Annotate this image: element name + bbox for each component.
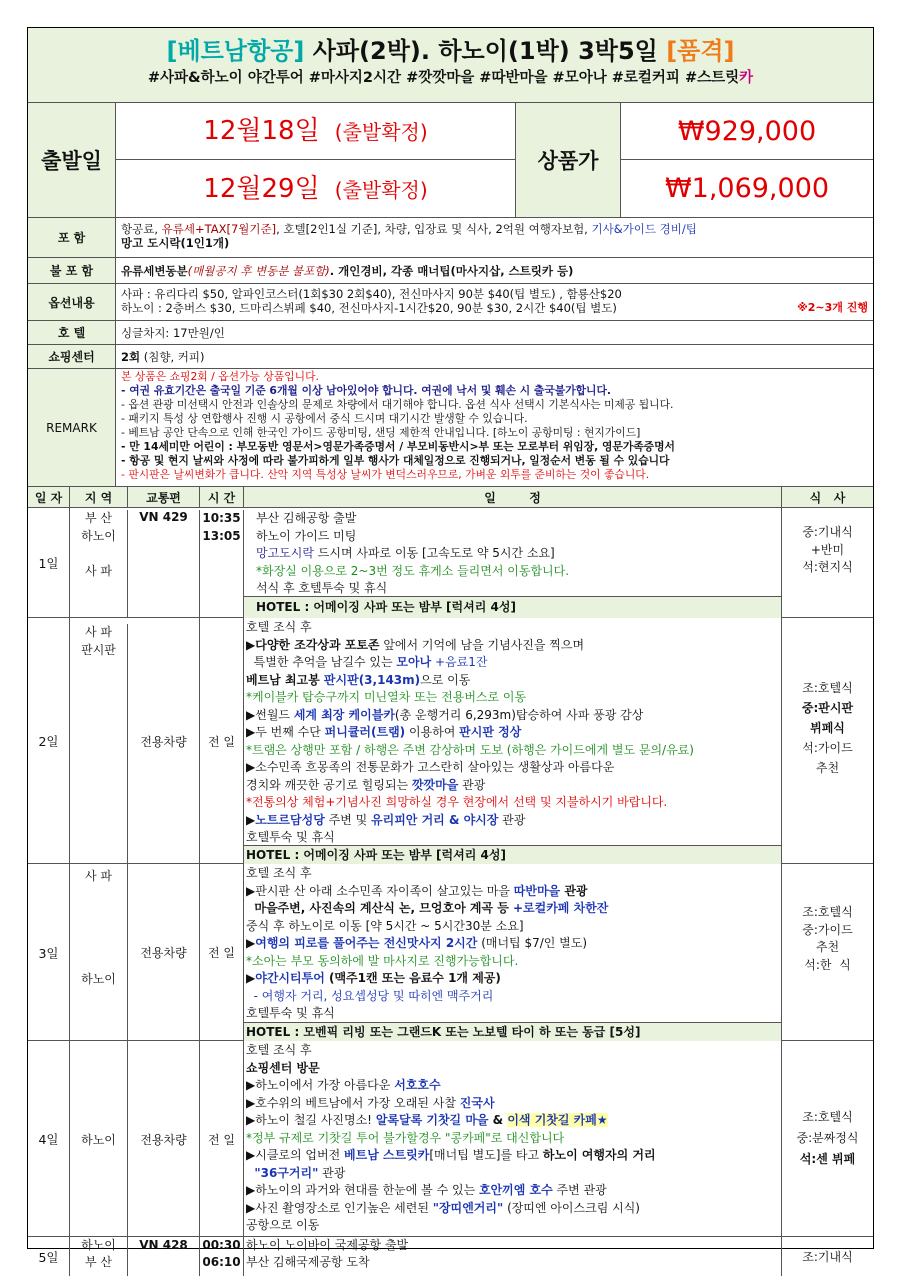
day5-line: 부산 김해국제공항 도착	[246, 1255, 370, 1269]
remark-label: REMARK	[28, 369, 116, 486]
header-time: 시 간	[200, 487, 244, 508]
fansipan: 판시판(3,143m)	[323, 672, 421, 687]
day2-transport: 전용차량	[128, 618, 200, 864]
price-1: ₩929,000	[621, 103, 873, 160]
day2-line: 관광	[498, 812, 526, 827]
day2-line: ▶썬월드	[246, 707, 294, 722]
night-city-tour: 야간시티투어	[255, 971, 325, 985]
day2-note: *트램은 상행만 포함 / 하행은 주변 감상하며 도보 (하행은 가이드에게 별도 문의/유료)	[246, 742, 694, 757]
day4-line: (장띠엔 아이스크림 시식)	[503, 1200, 640, 1215]
train-street: 알록달록 기찻길 마을	[375, 1113, 489, 1127]
day3-note: *소아는 부모 동의하에 발 마사지로 진행가능합니다.	[246, 953, 519, 968]
day5-schedule	[244, 1237, 782, 1276]
departure-date-1	[116, 103, 516, 160]
day2-line: (총 운행거리 6,293m)탑승하여 사파 풍광 감상	[394, 707, 644, 722]
day1-flight: VN 429	[128, 510, 200, 618]
shopping-content	[116, 345, 873, 368]
region-sapa: 사 파	[85, 625, 112, 639]
tran-quoc-pagoda: 진국사	[459, 1095, 495, 1110]
exclude-text-a: 유류세변동분	[121, 264, 188, 278]
funicular: 퍼니큘러(트램)	[324, 725, 406, 739]
day4-line: ▶하노이에서 가장 아름다운	[246, 1078, 395, 1092]
trang-tien-street: "장띠엔거리"	[432, 1200, 504, 1215]
day4-line: ▶하노이의 과거와 현대를 한눈에 볼 수 있는	[246, 1183, 479, 1197]
day3-line: 관광	[560, 883, 588, 898]
day2-line: 앞에서 기억에 남을 기념사진을 찍으며	[379, 637, 585, 652]
day2-time: 전 일	[200, 618, 244, 864]
day2-line: 호텔투숙 및 휴식	[246, 830, 335, 844]
day4-line: ▶시클로의 업버전	[246, 1148, 345, 1162]
date-1: 12월18일	[203, 116, 320, 146]
shopping-count: 2회	[121, 350, 141, 364]
remark-line-8: - 판시판은 날씨변화가 큽니다. 산악 지역 특성상 날씨가 변덕스러우므로, 가벼운 외투를 준비하는 것이 좋습니다.	[121, 468, 650, 481]
meal: 뷔페식	[810, 721, 845, 735]
meal: 석:센 뷔페	[799, 1152, 856, 1166]
36-streets: "36구거리"	[246, 1165, 319, 1180]
moana: 모아나	[396, 655, 432, 669]
day2-line: +음료1잔	[431, 655, 488, 669]
day2-line: 호텔 조식 후	[246, 620, 312, 634]
day1-time-arrive: 13:05	[202, 528, 241, 543]
arrow: ▶	[246, 936, 256, 950]
day2-schedule	[244, 618, 782, 864]
departure-date-2	[116, 160, 516, 218]
remark-line-7: - 항공 및 현지 날씨와 사정에 따라 불가피하게 일부 행사가 대체일정으로 진행되거나, 일정순서 변동 될 수 있습니다	[121, 454, 670, 467]
day2-line: 베트남 최고봉	[246, 672, 324, 687]
day2-line: 경치와 깨끗한 공기로 힐링되는	[246, 777, 412, 792]
day2-line: 으로 이동	[420, 672, 471, 687]
arrow: ▶	[246, 637, 256, 652]
catcat-village: 깟깟마을	[411, 777, 459, 792]
shopping-items: (침향, 커피)	[140, 350, 205, 364]
day5-flight: VN 428	[128, 1237, 200, 1276]
remark-line-3: - 옵션 관광 미선택시 안전과 인솔상의 문제로 차량에서 대기해야 합니다. 옵션 식사 선택시 기본식사는 미제공 됩니다.	[121, 398, 674, 411]
header-meal: 식 사	[809, 491, 846, 505]
day4-line: 관광	[318, 1165, 346, 1180]
hashtags-end: 카	[739, 70, 754, 86]
massage: 여행의 피로를 풀어주는 전신맛사지 2시간	[255, 936, 478, 950]
options-content	[116, 284, 873, 320]
day3-meals	[782, 904, 873, 974]
day2-meals	[782, 678, 873, 778]
west-lake: 서호호수	[394, 1078, 441, 1092]
remark-row	[28, 369, 873, 487]
meal: 석:현지식	[802, 560, 853, 574]
day1-line: 석식 후 호텔투숙 및 휴식	[256, 581, 388, 595]
day3-hotel: HOTEL : 모벤픽 리빙 또는 그랜드K 또는 노보텔 타이 하 또는 동급 [5성]	[244, 1022, 782, 1041]
day3-schedule	[244, 864, 782, 1041]
day4-line: 공항으로 이동	[246, 1218, 320, 1232]
meal: 추천	[815, 761, 840, 775]
day4-line: ▶하노이 철길 사진명소!	[246, 1113, 376, 1127]
day2-hotel: HOTEL : 어메이징 사파 또는 밤부 [럭셔리 4성]	[244, 845, 782, 864]
itinerary-document	[27, 27, 874, 1269]
arrow: ▶	[246, 971, 256, 985]
shopping-center: 쇼핑센터 방문	[246, 1060, 320, 1075]
options-line-1: 사파 : 유리다리 $50, 알파인코스터(1회$30 2회$40), 전신마사지 90분 $40(팁 별도) , 함룡산$20	[121, 287, 622, 301]
hotel-row	[28, 321, 873, 345]
day3-row	[28, 864, 873, 1041]
header-region: 지 역	[70, 487, 128, 508]
product-title	[28, 34, 873, 68]
meal: 석:한 식	[804, 957, 851, 972]
remark-line-5: - 베트남 공안 단속으로 인해 한국인 가이드 공항미팅, 샌딩 제한적 안내입니다. [하노이 공항미팅 : 현지가이드]	[121, 426, 641, 439]
remark-line-6: - 만 14세미만 어린이 : 부모동반 영문서>영문가족증명서 / 부모비동반시>부 또는 모로부터 위임장, 영문가족증명서	[121, 440, 675, 453]
day2-line: ▶소수민족 흐몽족의 전통문화가 고스란히 살아있는 생활상과 아름다운	[246, 760, 615, 774]
hotel-label: 호 텔	[28, 321, 116, 344]
day5-time-arrive: 06:10	[202, 1255, 241, 1269]
include-text-e: 망고 도시락(1인1개)	[121, 236, 230, 250]
exclude-content	[116, 258, 873, 283]
day5-meals: 조:기내식	[802, 1250, 853, 1264]
day4-note: *정부 규제로 기찻길 투어 불가할경우 "콩카페"로 대신합니다	[246, 1130, 565, 1145]
day1-line: 하노이 가이드 미팅	[256, 528, 357, 543]
day3-line: 호텔투숙 및 휴식	[246, 1006, 335, 1020]
day1-time-depart: 10:35	[202, 511, 241, 525]
meal: 조:호텔식	[802, 905, 853, 919]
meal: 중:분짜정식	[796, 1131, 859, 1145]
street-car: 베트남 스트릿카	[344, 1148, 430, 1162]
include-text-b: 유류세+TAX[7월기준]	[161, 222, 277, 236]
day4-row	[28, 1041, 873, 1237]
header-transport: 교통편	[128, 487, 200, 508]
local-cafe: +로컬카페 차한잔	[512, 901, 609, 915]
day2-note: *케이블카 탑승구까지 미닌열차 또는 전용버스로 이동	[246, 690, 527, 704]
title-main: 사파(2박). 하노이(1박) 3박5일	[312, 37, 658, 65]
exclude-text-b: (매월공지 후 변동분 불포함)	[187, 264, 330, 278]
day4-region: 하노이	[70, 1041, 128, 1237]
day4-label: 4일	[28, 1041, 70, 1237]
meal: 중:가이드	[802, 922, 853, 937]
exclude-text-c: . 개인경비, 각종 매너팁(마사지삽, 스트릿카 등)	[329, 264, 574, 278]
taphin-village: 따반마을	[513, 883, 561, 898]
day5-region	[70, 1237, 128, 1276]
day5-times	[200, 1237, 244, 1276]
remark-content	[116, 369, 873, 486]
day4-line: [매너팁 별도]를 타고	[429, 1148, 543, 1162]
region-busan: 부 산	[85, 511, 112, 525]
day2-line: 이용하여	[405, 725, 460, 739]
day1-note: *화장실 이용으로 2~3번 정도 휴게소 들리면서 이동합니다.	[256, 563, 570, 578]
region-sapa: 사 파	[85, 869, 112, 883]
region-fansipan: 판시판	[81, 642, 116, 657]
train-cafe: 이색 기찻길 카페★	[507, 1113, 608, 1127]
status-1: (출발확정)	[334, 120, 428, 144]
options-label: 옵션내용	[28, 284, 116, 320]
day1-line: 드시며 사파로 이동 [고속도로 약 5시간 소요]	[313, 546, 555, 560]
hanoi-backpacker-street: 하노이 여행자의 거리	[542, 1148, 656, 1162]
day2-note: *전통의상 체험+기념사진 희망하실 경우 현장에서 선택 및 지불하시기 바랍니다.	[246, 795, 668, 809]
day3-line: - 여행자 거리, 성요셉성당 및 따히엔 맥주거리	[246, 988, 494, 1003]
airline-brand: [베트남항공]	[166, 37, 305, 65]
grade-badge: [품격]	[666, 37, 735, 65]
include-text-a: 항공료,	[121, 222, 162, 236]
remark-line-2: - 여권 유효기간은 출국일 기준 6개월 이상 남아있어야 합니다. 여권에 낙서 및 훼손 시 출국불가합니다.	[121, 384, 612, 397]
meal: 석:가이드	[802, 741, 853, 755]
day4-line: ▶사진 촬영장소로 인기높은 세련된	[246, 1200, 433, 1215]
day3-transport: 전용차량	[128, 864, 200, 1041]
meal: 조:호텔식	[802, 1110, 853, 1124]
mango-lunchbox: 망고도시락	[256, 546, 314, 560]
day4-meals	[782, 1107, 873, 1170]
remark-line-4: - 패키지 특성 상 연합행사 진행 시 공항에서 중식 드시며 대기시간 발생할 수 있습니다.	[121, 412, 528, 425]
shopping-label: 쇼핑센터	[28, 345, 116, 368]
day3-line: 중식 후 하노이로 이동 [약 5시간 ~ 5시간30분 소요]	[246, 918, 524, 933]
fansipan-summit: 판시판 정상	[459, 725, 522, 739]
day3-label: 3일	[28, 864, 70, 1041]
region-hanoi: 하노이	[81, 1238, 116, 1252]
day4-transport: 전용차량	[128, 1041, 200, 1237]
exclude-row	[28, 258, 873, 284]
options-line-2: 하노이 : 2층버스 $30, 드마리스뷔페 $40, 전신마사지-1시간$20, 90분 $30, 2시간 $40(팁 별도)	[121, 301, 617, 315]
day2-line: 주변 및	[324, 812, 372, 827]
include-row	[28, 218, 873, 258]
region-hanoi: 하노이	[81, 972, 116, 986]
meal: 중:기내식	[802, 525, 853, 539]
meal: 조:호텔식	[802, 681, 853, 695]
arrow: ▶	[246, 812, 256, 827]
hashtags	[28, 68, 873, 88]
day2-label: 2일	[28, 618, 70, 864]
day5-row	[28, 1237, 873, 1276]
day2-line: 관광	[458, 777, 486, 792]
day3-time: 전 일	[200, 864, 244, 1041]
itinerary-header	[28, 487, 873, 508]
day4-time: 전 일	[200, 1041, 244, 1237]
price-label: 상품가	[516, 103, 621, 217]
departure-label: 출발일	[28, 103, 116, 217]
day5-line: 하노이 노이바이 국제공항 출발	[246, 1238, 409, 1252]
day4-line: 호텔 조식 후	[246, 1043, 312, 1057]
meal: 중:판시판	[801, 701, 854, 715]
meal: 추천	[815, 940, 840, 954]
night-market: 유리피안 거리 & 야시장	[371, 812, 499, 827]
day4-line: 주변 관광	[552, 1183, 607, 1197]
day3-line: ▶판시판 산 아래 소수민족 자이족이 살고있는 마을	[246, 883, 514, 898]
title-block	[28, 28, 873, 103]
day5-label: 5일	[28, 1237, 70, 1276]
header-schedule: 일 정	[244, 487, 782, 508]
region-sapa: 사 파	[85, 563, 112, 578]
status-2: (출발확정)	[334, 178, 428, 202]
options-note: ※2~3개 진행	[797, 301, 868, 314]
options-row	[28, 284, 873, 321]
region-busan: 부 산	[85, 1255, 112, 1269]
notre-dame: 노트르담성당	[255, 812, 325, 827]
day1-meals	[782, 524, 873, 577]
hashtags-text: #사파&하노이 야간투어 #마사지2시간 #깟깟마을 #따반마을 #모아나 #로컬커피 #스트릿	[147, 70, 740, 86]
hotel-content: 싱글차지: 17만원/인	[121, 326, 225, 340]
hoan-kiem-lake: 호안끼엠 호수	[479, 1183, 553, 1197]
meal: +반미	[810, 542, 845, 557]
day2-region	[70, 624, 128, 864]
include-text-d: 기사&가이드 경비/팁	[591, 222, 697, 236]
date-2: 12월29일	[203, 174, 320, 204]
shopping-row	[28, 345, 873, 369]
day1-times	[200, 510, 244, 618]
remark-line-1: 본 상품은 쇼핑2회 / 옵션가능 상품입니다.	[121, 370, 319, 383]
day2-row	[28, 618, 873, 864]
day1-region	[70, 510, 128, 618]
include-label: 포 함	[28, 218, 116, 257]
exclude-label: 불 포 함	[28, 258, 116, 283]
photo-zone: 다양한 조각상과 포토존	[255, 637, 380, 652]
cable-car: 세계 최장 케이블카	[293, 707, 395, 722]
include-content	[116, 218, 873, 257]
day4-line: &	[488, 1113, 508, 1127]
day2-line: ▶두 번째 수단	[246, 725, 325, 739]
header-day: 일 자	[28, 487, 70, 508]
day4-schedule	[244, 1041, 782, 1237]
day3-line: (맥주1캔 또는 음료수 1개 제공)	[324, 971, 501, 985]
day1-hotel: HOTEL : 어메이징 사파 또는 밤부 [럭셔리 4성]	[244, 596, 782, 618]
day3-line: (매너팁 $7/인 별도)	[477, 936, 588, 950]
day5-time-depart: 00:30	[202, 1238, 241, 1252]
region-hanoi: 하노이	[81, 528, 116, 543]
departure-price-block	[28, 103, 873, 218]
price-2: ₩1,069,000	[664, 173, 830, 204]
day1-label: 1일	[28, 508, 70, 618]
day1-line: 부산 김해공항 출발	[256, 511, 357, 525]
day4-line: ▶호수위의 베트남에서 가장 오래된 사찰	[246, 1095, 460, 1110]
day2-line: 특별한 추억을 남길수 있는	[246, 655, 397, 669]
day3-line: 마을주변, 사진속의 계산식 논, 므엉호아 계곡 등	[246, 901, 513, 915]
day1-row	[28, 508, 873, 618]
day3-region	[70, 864, 128, 1041]
day3-line: 호텔 조식 후	[246, 866, 312, 880]
include-text-c: , 호텔[2인1실 기준], 차량, 입장료 및 식사, 2억원 여행자보험,	[276, 222, 592, 236]
